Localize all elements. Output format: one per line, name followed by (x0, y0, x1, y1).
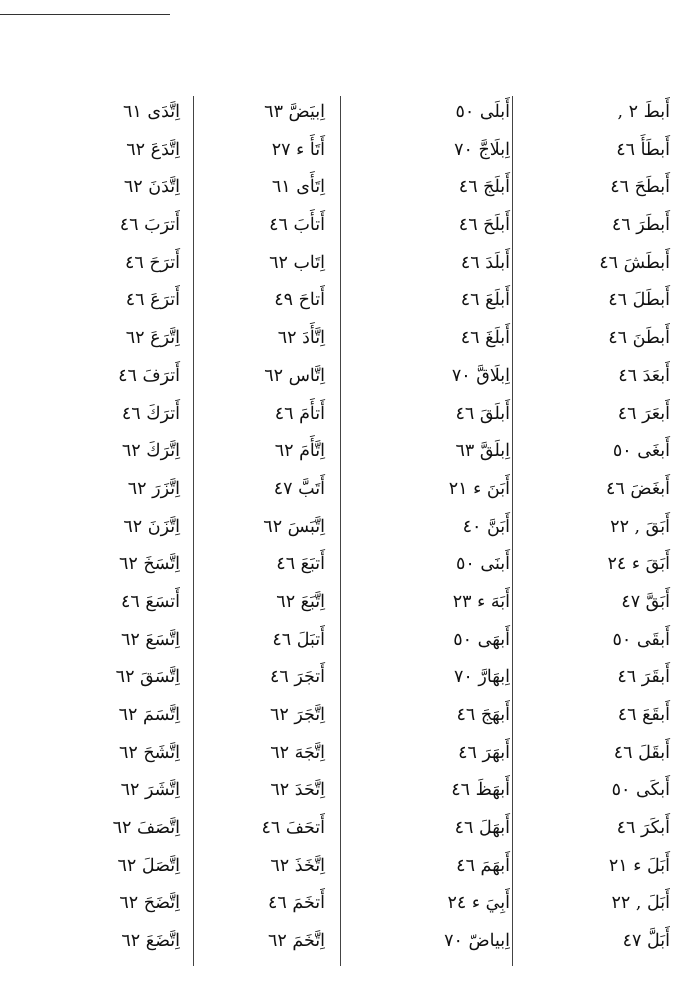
index-entry: اِتَّجَهَ ٦٢ (270, 742, 325, 763)
index-entry: أَبطَشَ ٤٦ (599, 252, 670, 273)
index-entry: أَتجَرَ ٤٦ (269, 667, 325, 688)
index-entry: أَبَهَ ء ٢٣ (452, 591, 510, 612)
index-entry: أَبهَلَ ٤٦ (454, 818, 510, 839)
header-rule (0, 14, 170, 15)
index-entry: أَبلَدَ ٤٦ (460, 252, 510, 273)
index-entry: اِتَّضَعَ ٦٢ (121, 931, 180, 952)
index-entry: أَترَبَ ٤٦ (119, 215, 180, 236)
column-divider (512, 96, 513, 966)
index-entry: اِتَّسَخَ ٦٢ (118, 554, 180, 575)
index-entry: أَبهَرَ ٤٦ (458, 742, 510, 763)
index-entry: أَبقَعَ ٤٦ (617, 705, 670, 725)
index-entry: أَبهَجَ ٤٦ (456, 705, 510, 725)
index-entry: اِبلَاجَّ ٧٠ (454, 139, 510, 160)
index-entry: أَبطَرَ ٤٦ (611, 215, 670, 236)
index-entry: أَتأَمَ ٤٦ (274, 403, 325, 424)
index-entry: أَبكَرَ ٤٦ (616, 818, 670, 839)
index-entry: اِبلَقَّ ٦٣ (455, 441, 510, 462)
index-entry: أَبعَرَ ٤٦ (617, 403, 670, 424)
index-entry: اِتَّزَنَ ٦٢ (123, 516, 180, 537)
index-entry: اِتَّرَعَ ٦٢ (125, 328, 180, 349)
index-entry: أَبطَ ۲ , (617, 102, 670, 122)
index-entry: اِتَّأَمَ ٦٢ (274, 441, 325, 462)
index-entry: اِبيَضَّ ٦٣ (264, 102, 325, 122)
index-entry: أَبقَى ٥٠ (612, 629, 670, 650)
index-column-4 (40, 94, 180, 961)
index-entry: أَبَقَ , ٢٢ (610, 516, 670, 537)
index-entry: اِتَّجَرَ ٦٢ (269, 705, 325, 725)
index-entry: اِتَّصَلَ ٦٢ (117, 855, 180, 876)
index-entry: أَبلَحَ ٤٦ (458, 215, 510, 236)
index-entry: أَتخَمَ ٤٦ (267, 893, 325, 914)
index-entry: أَبغَى ٥٠ (612, 441, 670, 462)
index-entry: اِتَّخَمَ ٦٢ (267, 931, 325, 952)
index-entry: اِبلَاقَّ ٧٠ (451, 365, 510, 386)
index-entry: اِتَّضَحَ ٦٢ (119, 893, 180, 914)
index-entry: اِتَّسَمَ ٦٢ (118, 705, 180, 725)
index-entry: أَبقَرَ ٤٦ (617, 667, 670, 688)
verb-index-table (0, 94, 700, 984)
index-entry: أَتأَبَ ٤٦ (269, 215, 325, 236)
index-entry: أَتبَلَ ٤٦ (272, 629, 325, 650)
index-entry: أَبهَى ٥٠ (453, 629, 510, 650)
index-entry: أَبطَنَ ٤٦ (608, 328, 670, 349)
index-entry: أَبَنَّ ٤٠ (462, 516, 510, 537)
index-entry: اِتَّزَرَ ٦٢ (127, 478, 180, 499)
index-entry: أَبلَقَ ٤٦ (455, 403, 510, 424)
index-entry: اِتَّأَدَ ٦٢ (277, 328, 325, 349)
index-entry: اِتَّدَنَ ٦٢ (123, 177, 180, 198)
index-entry: أَبكَى ٥٠ (611, 780, 670, 801)
index-entry: اِتَّسَقَ ٦٢ (115, 667, 180, 688)
index-entry: أَبلَعَ ٤٦ (460, 290, 510, 311)
index-entry: أَبقَلَ ٤٦ (613, 742, 670, 763)
index-entry: أَبَنَ ء ٢١ (448, 478, 510, 499)
index-entry: أَترَعَ ٤٦ (125, 290, 180, 311)
index-entry: اِتَّدَعَ ٦٢ (126, 139, 180, 160)
index-entry: أَبلَى ٥٠ (455, 102, 510, 122)
index-entry: أَبِيَ ء ٢٤ (447, 893, 510, 914)
index-entry: اِتَّصَفَ ٦٢ (112, 818, 180, 839)
index-entry: أَتَأَ ء ٢٧ (271, 139, 325, 160)
index-entry: اِتَّاس ٦٢ (264, 365, 325, 386)
index-entry: اِتَّرَكَ ٦٢ (121, 441, 180, 462)
index-entry: اِتَّبَسَ ٦٢ (263, 516, 325, 537)
index-entry: أَترَفَ ٤٦ (118, 365, 180, 386)
index-entry: أَبنَى ٥٠ (456, 554, 510, 575)
index-entry: أَبَقَّ ٤٧ (621, 591, 670, 612)
index-entry: اِتَّشَرَ ٦٢ (120, 780, 180, 801)
index-entry: أَترَكَ ٤٦ (121, 403, 180, 424)
index-entry: أَبَقَ ء ٢٤ (607, 554, 670, 575)
index-entry: أَتبَعَ ٤٦ (276, 554, 325, 575)
index-column-3 (185, 94, 335, 961)
index-entry: اِتَّبَعَ ٦٢ (276, 591, 325, 612)
index-entry: أَتَبَّ ٤٧ (273, 478, 325, 499)
index-entry: اِبياضّ ٧٠ (444, 931, 510, 952)
index-entry: أَبعَدَ ٤٦ (618, 365, 670, 386)
index-entry: أَتحَفَ ٤٦ (261, 818, 325, 839)
index-entry: أَبَلَّ ٤٧ (622, 931, 670, 952)
index-entry: أَبطَأَ ٤٦ (616, 139, 670, 160)
index-entry: اِتَاب ٦٢ (269, 252, 325, 273)
index-entry: أَبغَضَ ٤٦ (606, 478, 670, 499)
index-entry: اِتَّسَعَ ٦٢ (120, 629, 180, 650)
index-entry: أَبَلَ ء ٢١ (608, 855, 670, 876)
index-entry: أَبلَغَ ٤٦ (460, 328, 510, 349)
index-entry: أَبطَحَ ٤٦ (610, 177, 670, 198)
index-entry: أَترَحَ ٤٦ (124, 252, 180, 273)
index-entry: اِتَّدَى ٦١ (123, 102, 180, 122)
index-entry: أَبهَظَ ٤٦ (451, 780, 510, 801)
index-column-1 (520, 94, 670, 961)
index-entry: اِتَأَى ٦١ (271, 177, 325, 198)
index-entry: اِبهَارَّ ٧٠ (454, 667, 510, 688)
index-entry: اِتَّخَذَ ٦٢ (270, 855, 325, 876)
index-entry: أَتاحَ ٤٩ (274, 290, 325, 311)
index-column-2 (330, 94, 510, 961)
index-entry: أَبلَجَ ٤٦ (458, 177, 510, 198)
index-entry: أَبهَمَ ٤٦ (456, 855, 510, 876)
index-entry: أَبطَلَ ٤٦ (608, 290, 670, 311)
index-entry: اِتَّحَدَ ٦٢ (270, 780, 325, 801)
index-entry: أَبَلَ , ٢٢ (611, 893, 670, 914)
index-entry: أَتسَعَ ٤٦ (120, 591, 180, 612)
index-entry: اِتَّشَحَ ٦٢ (118, 742, 180, 763)
